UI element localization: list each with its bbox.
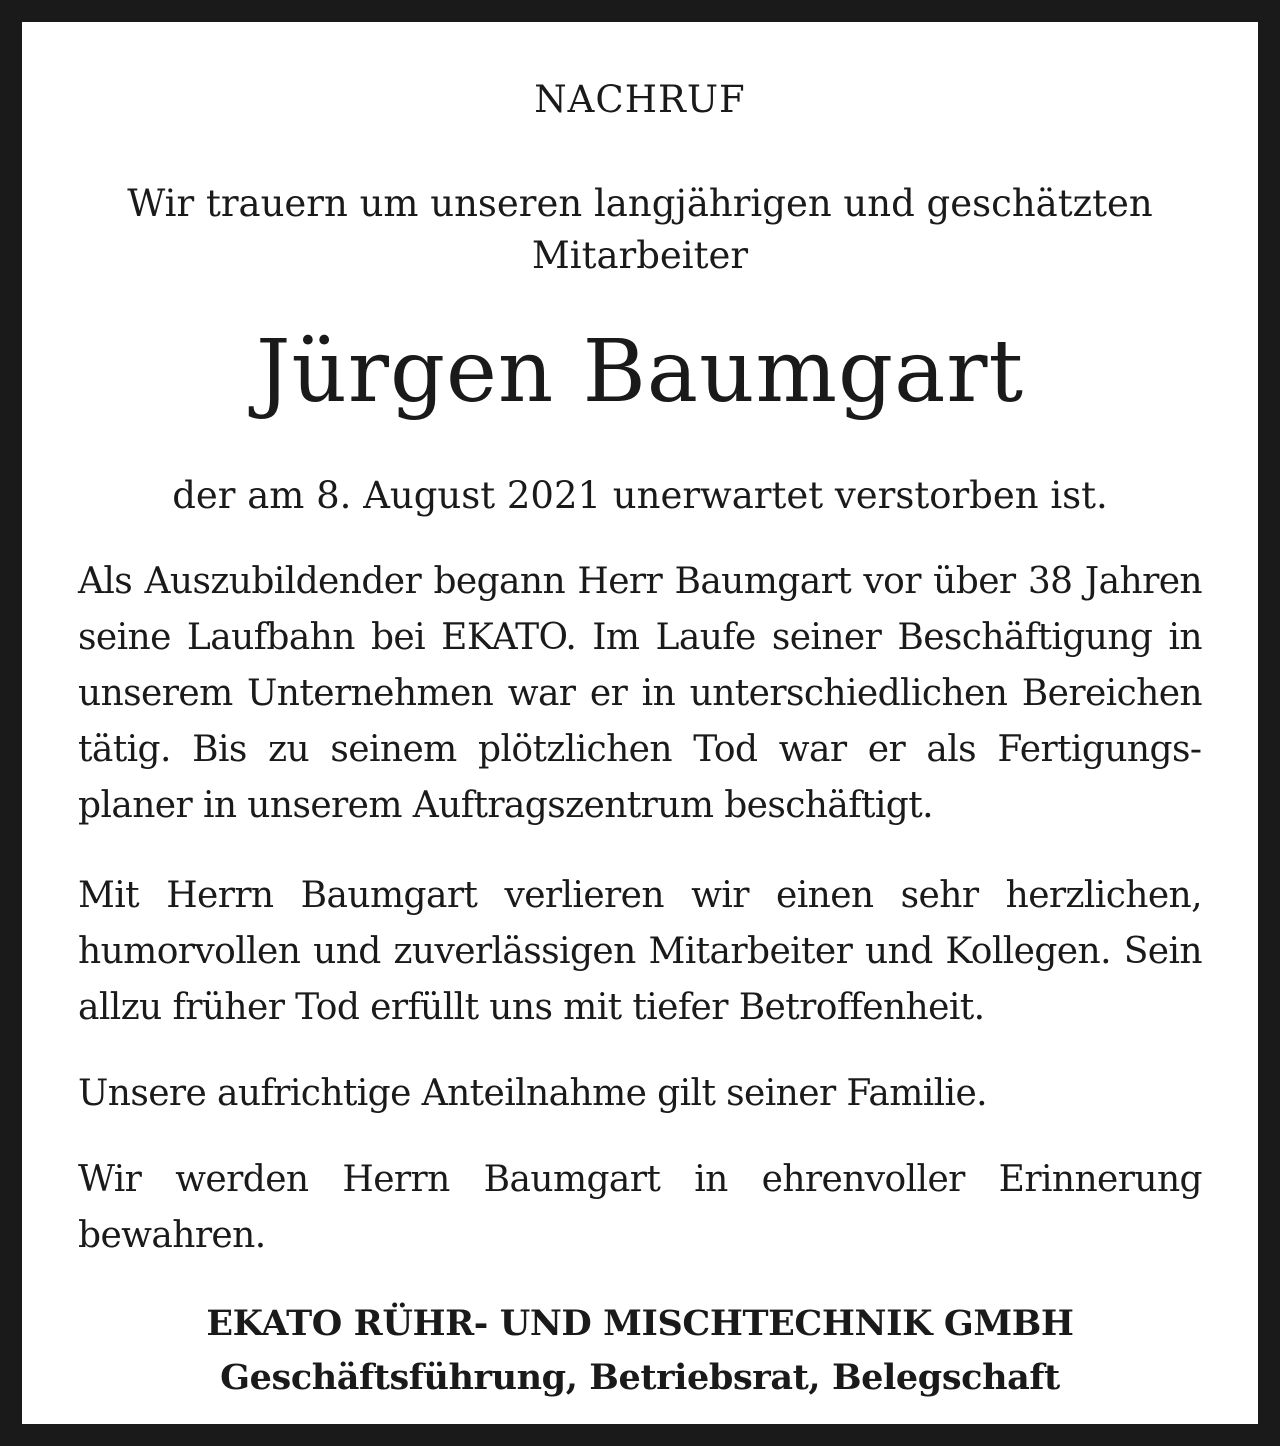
paragraph-condolence: Unsere aufrichtige Anteilnahme gilt seiner Familie. xyxy=(78,1073,988,1114)
obituary-content xyxy=(78,22,1202,1424)
signatories: Geschäftsführung, Betriebsrat, Belegschaft xyxy=(220,1357,1060,1398)
death-date-line: der am 8. August 2021 unerwartet verstorben ist. xyxy=(172,474,1108,517)
intro-line-2: Mitarbeiter xyxy=(531,234,749,277)
paragraph-tribute: Mit Herrn Baumgart verlieren wir einen sehr herzlichen, humorvollen und zuverlässigen Mitarbeiter und Kollegen. Sein allzu früher Tod erfüllt uns mit tiefer Betroffenheit. xyxy=(78,875,1202,1028)
deceased-name: Jürgen Baumgart xyxy=(255,322,1025,422)
company-name: EKATO RÜHR- UND MISCHTECHNIK GMBH xyxy=(206,1303,1074,1344)
paragraph-remembrance: Wir werden Herrn Baumgart in ehrenvoller Erinnerung bewahren. xyxy=(78,1159,1202,1256)
paragraph-career: Als Auszubildender begann Herr Baumgart vor über 38 Jahren seine Laufbahn bei EKATO. Im Laufe seiner Beschäftigung in unserem Unternehmen war er in unterschiedlichen Bereichen tätig. Bis zu seinem plötzlichen Tod war er als Fertigungsplaner in unserem Auftragszentrum beschäftigt. xyxy=(78,561,1202,826)
intro-text xyxy=(78,178,1202,282)
notice-heading: NACHRUF xyxy=(534,78,746,121)
intro-line-1: Wir trauern um unseren langjährigen und geschätzten xyxy=(127,182,1153,225)
